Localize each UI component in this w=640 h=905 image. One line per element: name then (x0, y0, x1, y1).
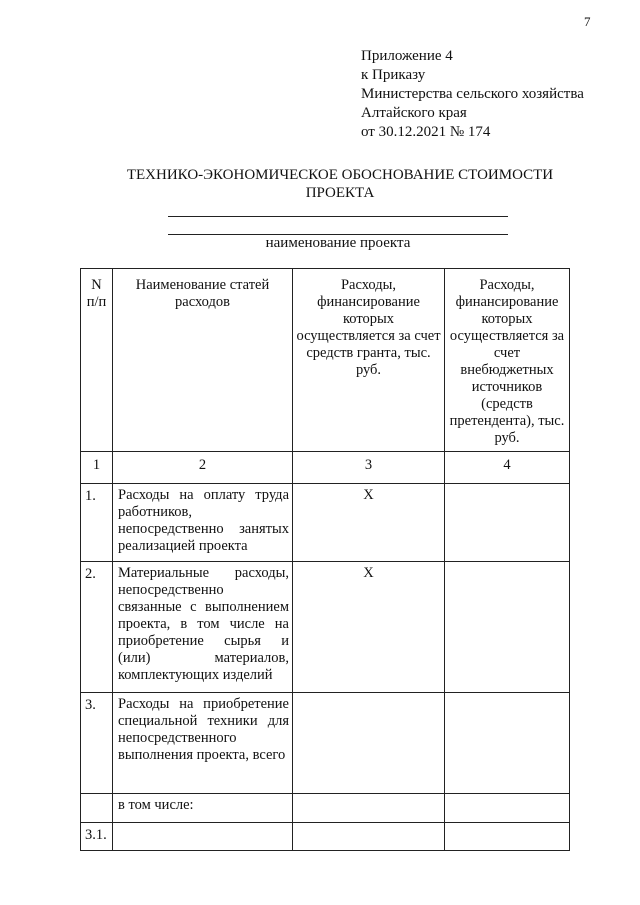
row-extra-value (445, 823, 570, 851)
appendix-line: от 30.12.2021 № 174 (361, 124, 491, 140)
row-grant-value (293, 794, 445, 823)
row-extra-value (445, 794, 570, 823)
header-cell-name: Наименование статей расходов (113, 269, 293, 452)
row-number: 3.1. (81, 823, 113, 851)
row-name: Расходы на приобретение специальной техники для непосредственного выполнения проекта, всего (113, 693, 293, 794)
table-header-row (81, 269, 570, 452)
appendix-block (361, 47, 584, 142)
row-extra-value (445, 562, 570, 693)
row-grant-value: X (293, 484, 445, 562)
column-number-row (81, 452, 570, 484)
table-row (81, 693, 570, 794)
row-number (81, 794, 113, 823)
row-grant-value: X (293, 562, 445, 693)
row-name (113, 823, 293, 851)
header-num-line: N (91, 277, 102, 293)
project-name-caption: наименование проекта (265, 235, 411, 251)
row-name: Материальные расходы, непосредственно связанные с выполнением проекта, в том числе на приобретение сырья и (или) материалов, комплектующих изделий (113, 562, 293, 693)
row-name: Расходы на оплату труда работников, непосредственно занятых реализацией проекта (113, 484, 293, 562)
appendix-line: Приложение 4 (361, 48, 453, 64)
row-name: в том числе: (113, 794, 293, 823)
document-title (100, 166, 580, 202)
table-row (81, 823, 570, 851)
row-extra-value (445, 484, 570, 562)
column-number-cell: 2 (113, 452, 293, 484)
table-row (81, 794, 570, 823)
title-line: ТЕХНИКО-ЭКОНОМИЧЕСКОЕ ОБОСНОВАНИЕ СТОИМОСТИ (126, 167, 554, 183)
column-number-cell: 1 (81, 452, 113, 484)
row-extra-value (445, 693, 570, 794)
header-cell-extra: Расходы, финансирование которых осуществляется за счет внебюджетных источников (средств претендента), тыс. руб. (445, 269, 570, 452)
column-number-cell: 3 (293, 452, 445, 484)
appendix-line: к Приказу (361, 67, 426, 83)
header-cell-grant: Расходы, финансирование которых осуществляется за счет средств гранта, тыс. руб. (293, 269, 445, 452)
table-row (81, 562, 570, 693)
row-number: 2. (81, 562, 113, 693)
title-line: ПРОЕКТА (305, 185, 375, 201)
row-number: 1. (81, 484, 113, 562)
project-name-line (168, 216, 508, 217)
column-number-cell: 4 (445, 452, 570, 484)
row-grant-value (293, 693, 445, 794)
header-cell-num (81, 269, 113, 452)
header-num-line: п/п (86, 294, 107, 310)
page-number: 7 (584, 14, 591, 29)
row-number: 3. (81, 693, 113, 794)
table-row (81, 484, 570, 562)
cost-table (80, 268, 570, 851)
appendix-line: Министерства сельского хозяйства (361, 86, 584, 102)
appendix-line: Алтайского края (361, 105, 467, 121)
row-grant-value (293, 823, 445, 851)
